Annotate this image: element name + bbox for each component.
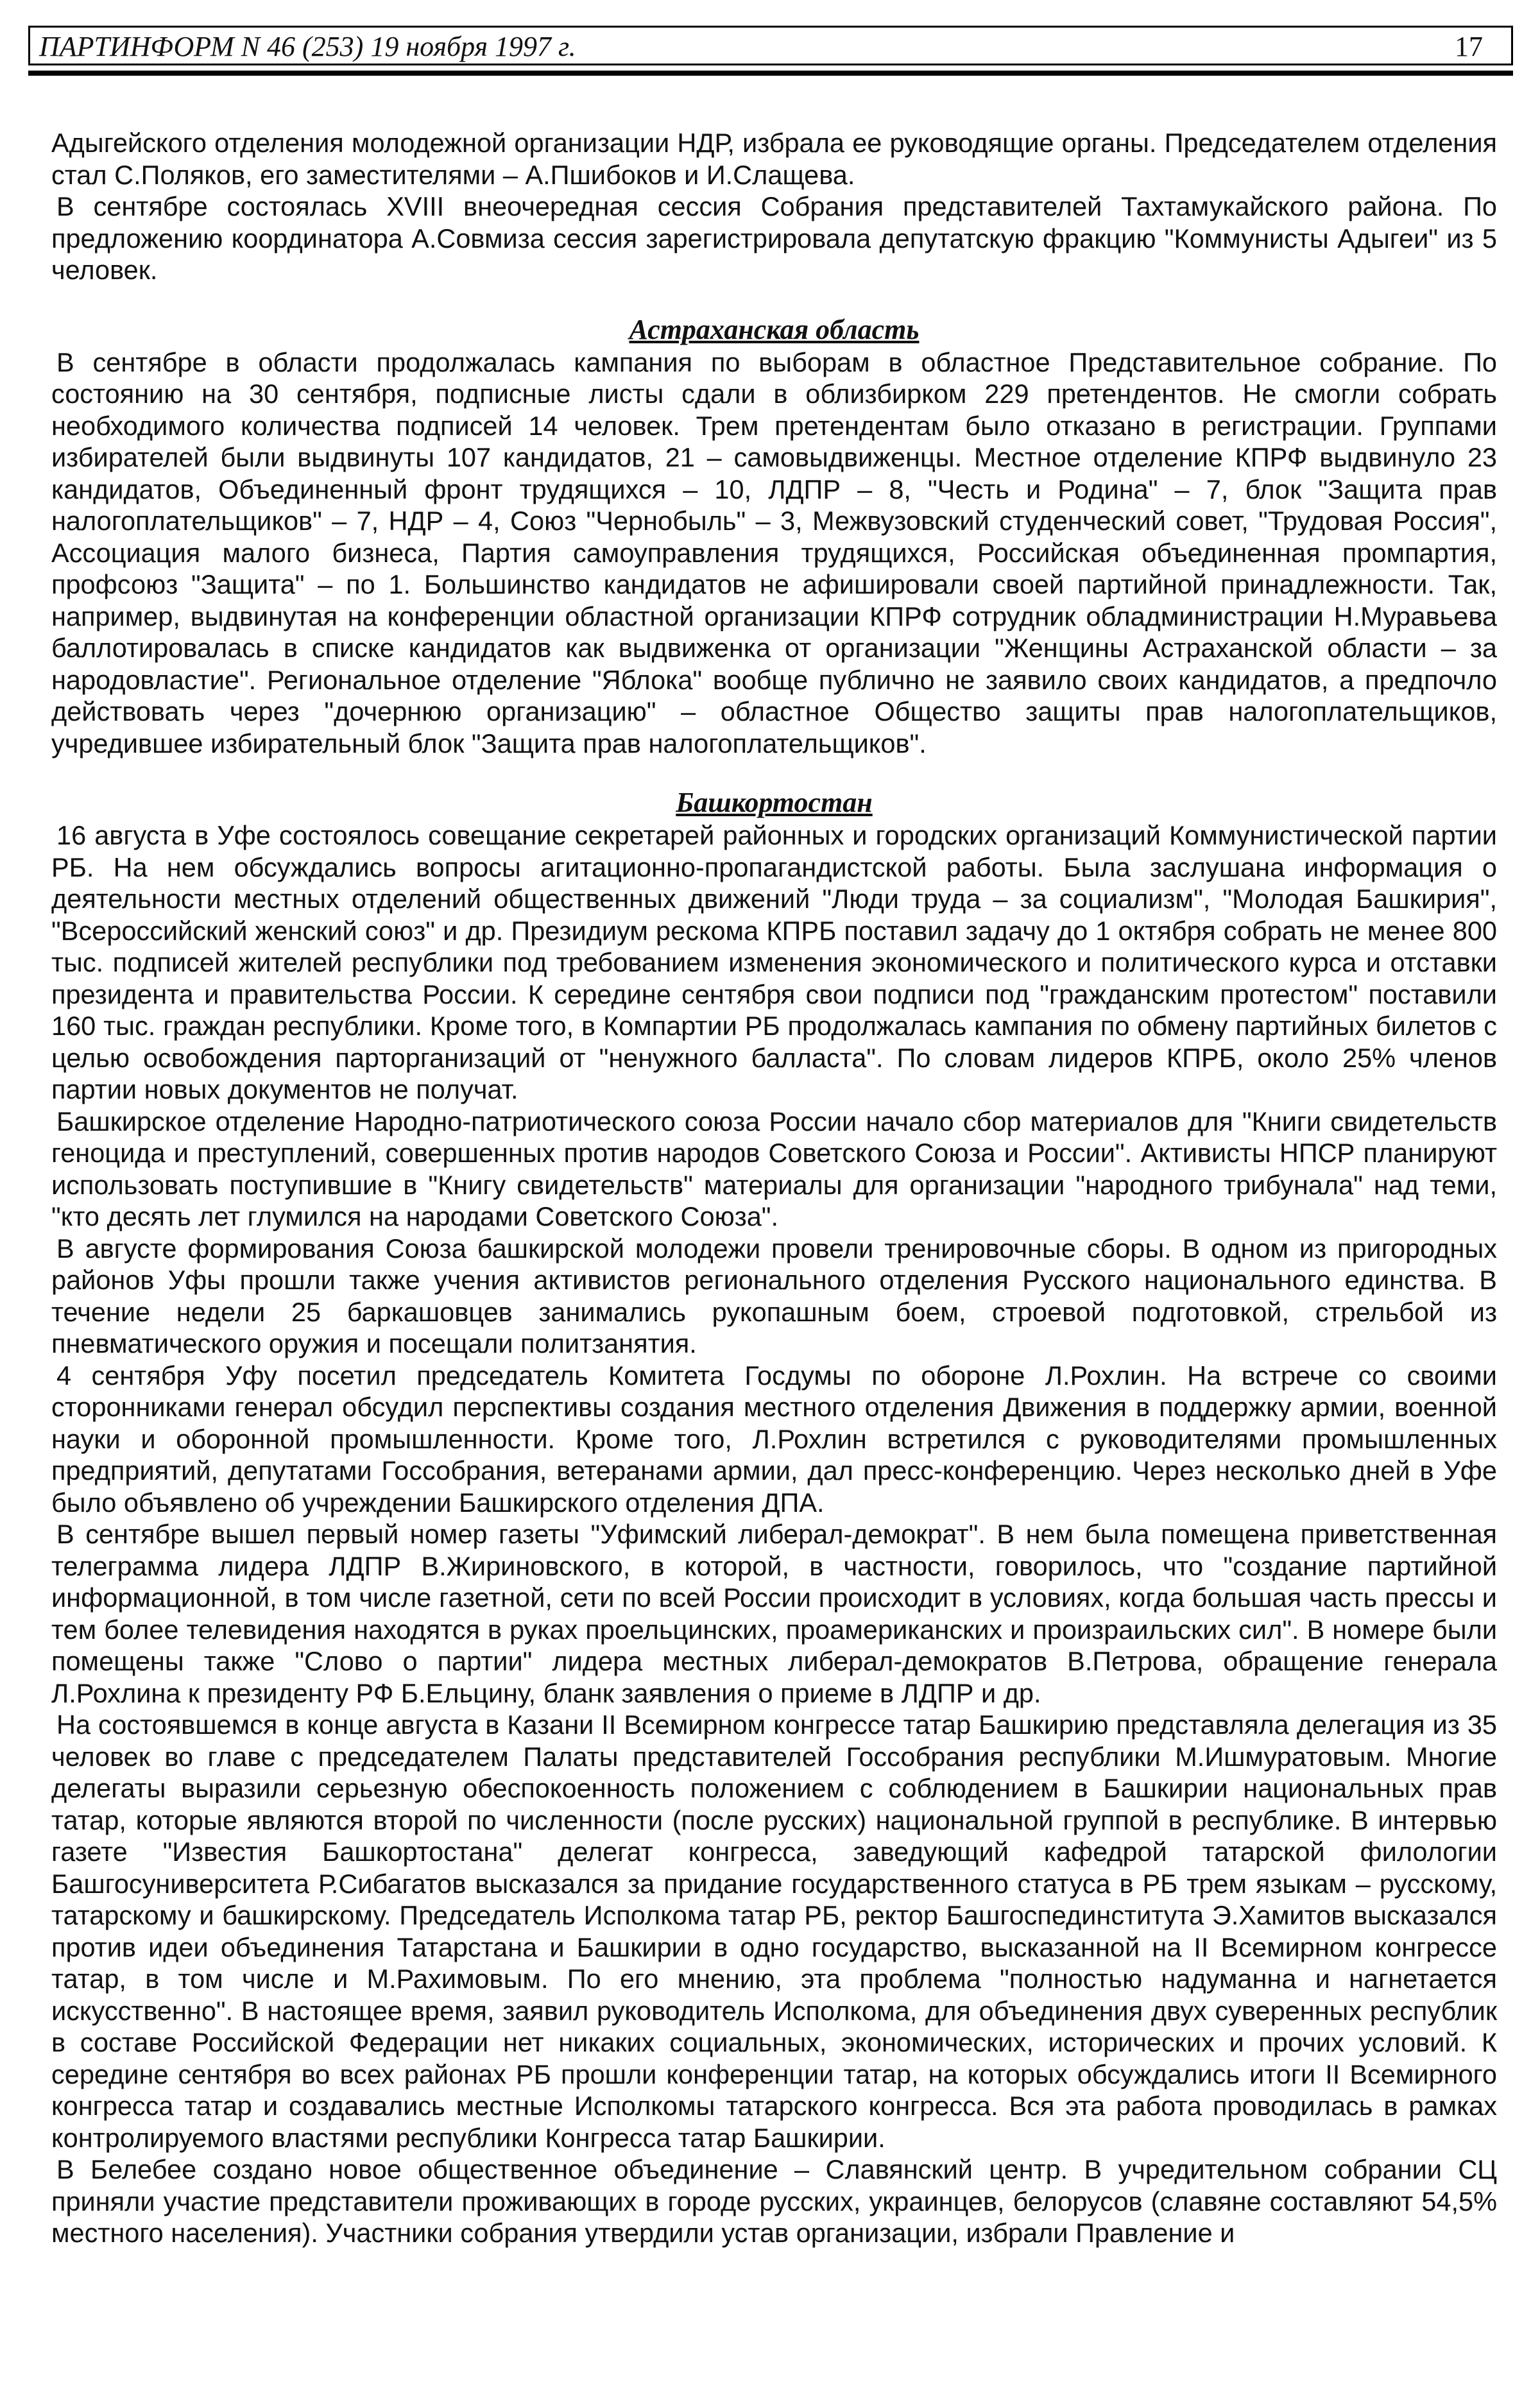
paragraph: Башкирское отделение Народно-патриотического союза России начало сбор материалов для "Книги свидетельств геноцида и преступлений, совершенных против народов Советского Союза и России". Активисты НПСР планируют использовать поступившие в "Книгу свидетельств" материалы для организации "народного трибунала" над теми, "кто десять лет глумился на народами Советского Союза". <box>51 1106 1497 1231</box>
paragraph: В Белебее создано новое общественное объединение – Славянский центр. В учредительном собрании СЦ приняли участие представители проживающих в городе русских, украинцев, белорусов (славяне составляют 54,5% местного населения). Участники собрания утвердили устав организации, избрали Правление и <box>51 2154 1497 2248</box>
header-rule <box>28 71 1513 76</box>
paragraph: 16 августа в Уфе состоялось совещание секретарей районных и городских организаций Коммунистической партии РБ. На нем обсуждались вопросы агитационно-пропагандистской работы. Была заслушана информация о деятельности местных отделений общественных движений "Люди труда – за социализм", "Молодая Башкирия", "Всероссийский женский союз" и др. Президиум рескома КПРБ поставил задачу до 1 октября собрать не менее 800 тыс. подписей жителей республики под требованием изменения экономического и политического курса и отставки президента и правительства России. К середине сентября свои подписи под "гражданским протестом" поставили 160 тыс. граждан республики. Кроме того, в Компартии РБ продолжалась кампания по обмену партийных билетов с целью освобождения парторганизаций от "ненужного балласта". По словам лидеров КПРБ, около 25% членов партии новых документов не получат. <box>51 820 1497 1104</box>
page-header <box>28 26 1513 65</box>
paragraph: На состоявшемся в конце августа в Казани II Всемирном конгрессе татар Башкирию представляла делегация из 35 человек во главе с председателем Палаты представителей Госсобрания республики М.Ишмуратовым. Многие делегаты выразили серьезную обеспокоенность положением с соблюдением в Башкирии национальных прав татар, которые являются второй по численности (после русских) национальной группой в республике. В интервью газете "Известия Башкортостана" делегат конгресса, заведующий кафедрой татарской филологии Башгосуниверситета Р.Сибагатов высказался за придание государственного статуса в РБ трем языкам – русскому, татарскому и башкирскому. Председатель Исполкома татар РБ, ректор Башгоспединститута Э.Хамитов высказался против идеи объединения Татарстана и Башкирии в одно государство, высказанной на II Всемирном конгрессе татар, в том числе и М.Рахимовым. По его мнению, эта проблема "полностью надуманна и нагнетается искусственно". В настоящее время, заявил руководитель Исполкома, для объединения двух суверенных республик в составе Российской Федерации нет никаких социальных, экономических, исторических и прочих условий. К середине сентября во всех районах РБ прошли конференции татар, на которых обсуждались итоги II Всемирного конгресса татар и создавались местные Исполкомы татарского конгресса. Вся эта работа проводилась в рамках контролируемого властями республики Конгресса татар Башкирии. <box>51 1709 1497 2153</box>
article-body <box>51 127 1497 2249</box>
page-number: 17 <box>1455 31 1483 62</box>
paragraph: В сентябре в области продолжалась кампания по выборам в областное Представительное собрание. По состоянию на 30 сентября, подписные листы сдали в облизбирком 229 претендентов. Не смогли собрать необходимого количества подписей 14 человек. Трем претендентам было отказано в регистрации. Группами избирателей были выдвинуты 107 кандидатов, 21 – самовыдвиженцы. Местное отделение КПРФ выдвинуло 23 кандидатов, Объединенный фронт трудящихся – 10, ЛДПР – 8, "Честь и Родина" – 7, блок "Защита прав налогоплательщиков" – 7, НДР – 4, Союз "Чернобыль" – 3, Межвузовский студенческий совет, "Трудовая Россия", Ассоциация малого бизнеса, Партия самоуправления трудящихся, Российская объединенная промпартия, профсоюз "Защита" – по 1. Большинство кандидатов не афишировали своей партийной принадлежности. Так, например, выдвинутая на конференции областной организации КПРФ сотрудник обладминистрации Н.Муравьева баллотировалась в списке кандидатов как выдвиженка от организации "Женщины Астраханской области – за народовластие". Региональное отделение "Яблока" вообще публично не заявило своих кандидатов, а предпочло действовать через "дочернюю организацию" – областное Общество защиты прав налогоплательщиков, учредившее избирательный блок "Защита прав налогоплательщиков". <box>51 347 1497 758</box>
publication-title: ПАРТИНФОРМ N 46 (253) 19 ноября 1997 г. <box>39 31 576 62</box>
paragraph: Адыгейского отделения молодежной организации НДР, избрала ее руководящие органы. Председателем отделения стал С.Поляков, его заместителями – А.Пшибоков и И.Слащева. <box>51 128 1497 190</box>
paragraph: В августе формирования Союза башкирской молодежи провели тренировочные сборы. В одном из пригородных районов Уфы прошли также учения активистов регионального отделения Русского национального единства. В течение недели 25 баркашовцев занимались рукопашным боем, строевой подготовкой, стрельбой из пневматического оружия и посещали политзанятия. <box>51 1233 1497 1358</box>
paragraph: В сентябре состоялась XVIII внеочередная сессия Собрания представителей Тахтамукайского района. По предложению координатора А.Совмиза сессия зарегистрировала депутатскую фракцию "Коммунисты Адыгеи" из 5 человек. <box>51 191 1497 285</box>
section-heading-astrakhan: Астраханская область <box>629 313 920 345</box>
paragraph: В сентябре вышел первый номер газеты "Уфимский либерал-демократ". В нем была помещена приветственная телеграмма лидера ЛДПР В.Жириновского, в которой, в частности, говорилось, что "создание партийной информационной, в том числе газетной, сети по всей России происходит в условиях, когда большая часть прессы и тем более телевидения находятся в руках проельцинских, проамериканских и произраильских сил". В номере были помещены также "Слово о партии" лидера местных либерал-демократов В.Петрова, обращение генерала Л.Рохлина к президенту РФ Б.Ельцину, бланк заявления о приеме в ЛДПР и др. <box>51 1519 1497 1708</box>
section-heading-bashkortostan: Башкортостан <box>676 787 873 818</box>
paragraph: 4 сентября Уфу посетил председатель Комитета Госдумы по обороне Л.Рохлин. На встрече со своими сторонниками генерал обсудил перспективы создания местного отделения Движения в поддержку армии, военной науки и оборонной промышленности. Кроме того, Л.Рохлин встретился с руководителями промышленных предприятий, депутатами Госсобрания, ветеранами армии, дал пресс-конференцию. Через несколько дней в Уфе было объявлено об учреждении Башкирского отделения ДПА. <box>51 1360 1497 1518</box>
